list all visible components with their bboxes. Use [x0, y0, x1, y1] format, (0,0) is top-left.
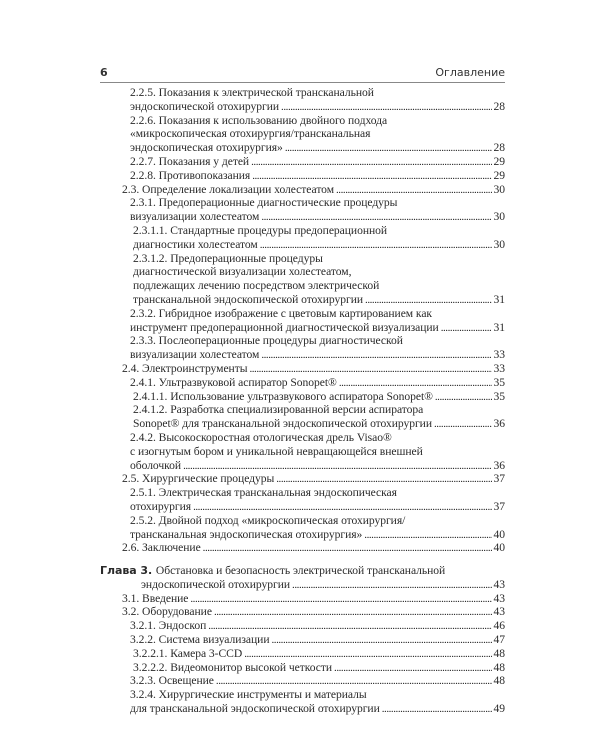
- toc-entry: [100, 334, 505, 362]
- toc-page-number: 40: [493, 527, 505, 541]
- toc-page-number: 37: [493, 472, 505, 486]
- dot-leader: [183, 459, 491, 473]
- toc-entry-title-line: 2.4.1.1. Использование ультразвукового аспиратора Sonopet®: [133, 389, 433, 403]
- toc-page-number: 29: [493, 154, 505, 168]
- section-title: Оглавление: [435, 66, 505, 79]
- toc-entry: [100, 169, 505, 183]
- table-of-contents: [100, 86, 505, 716]
- dot-leader: [251, 155, 491, 169]
- toc-page-number: 48: [493, 646, 505, 660]
- dot-leader: [249, 362, 491, 376]
- toc-entry: [100, 252, 505, 307]
- toc-page-number: 43: [493, 591, 505, 605]
- dot-leader: [216, 674, 492, 688]
- toc-entry-title-line: эндоскопическая отохирургия»: [130, 141, 283, 155]
- dot-leader: [261, 210, 491, 224]
- toc-page-number: 35: [493, 389, 505, 403]
- toc-entry-title-line: 3.2.4. Хирургические инструменты и материалы: [130, 688, 367, 702]
- toc-entry-title-line: 2.2.8. Противопоказания: [130, 168, 251, 182]
- toc-entry-title-line: 3.2. Оборудование: [122, 605, 212, 619]
- toc-entry: [100, 155, 505, 169]
- toc-entry: [100, 307, 505, 335]
- toc-entry-title-line: 3.2.2. Система визуализации: [130, 633, 270, 647]
- toc-page-number: 33: [493, 348, 505, 362]
- dot-leader: [193, 500, 491, 514]
- toc-entry-title-line: диагностической визуализации холестеатом,: [133, 265, 352, 279]
- dot-leader: [261, 348, 491, 362]
- toc-entry: [100, 472, 505, 486]
- toc-page-number: 43: [493, 577, 505, 591]
- toc-entry: [100, 403, 505, 431]
- running-header: [100, 64, 505, 82]
- toc-entry-title-line: 2.4. Электроинструменты: [122, 361, 248, 375]
- dot-leader: [435, 390, 492, 404]
- toc-page-number: 31: [493, 320, 505, 334]
- toc-page-number: 28: [493, 99, 505, 113]
- toc-entry: [100, 431, 505, 472]
- dot-leader: [339, 376, 492, 390]
- toc-entry: [100, 688, 505, 716]
- toc-entry-title-line: 2.3.1. Предоперационные диагностические процедуры: [130, 196, 398, 210]
- toc-page-number: 49: [493, 702, 505, 716]
- dot-leader: [203, 541, 492, 555]
- toc-entry: [100, 633, 505, 647]
- toc-entry-title-line: эндоскопической отохирургии: [130, 99, 280, 113]
- toc-entry-title-line: трансканальной эндоскопической отохирургии: [133, 292, 364, 306]
- toc-entry-title-line: Sonopet® для трансканальной эндоскопической отохирургии: [133, 417, 432, 431]
- toc-entry-title-line: инструмент предоперационной диагностической визуализации: [130, 320, 439, 334]
- toc-entry-title-line: 3.2.3. Освещение: [130, 674, 214, 688]
- toc-entry-title-line: 2.3.1.2. Предоперационные процедуры: [133, 251, 323, 265]
- toc-entry-title-line: трансканальная эндоскопическая отохирургия»: [130, 527, 363, 541]
- toc-entry: [100, 183, 505, 197]
- toc-page-number: 46: [493, 619, 505, 633]
- toc-entry: [100, 224, 505, 252]
- toc-entry: [100, 605, 505, 619]
- toc-page-number: 29: [493, 168, 505, 182]
- toc-page-number: 48: [493, 674, 505, 688]
- toc-entry-title-line: Обстановка и безопасность электрической трансканальной: [155, 564, 446, 578]
- dot-leader: [190, 592, 491, 606]
- toc-page-number: 37: [493, 499, 505, 513]
- toc-entry-title-line: 3.2.1. Эндоскоп: [130, 619, 207, 633]
- toc-entry-title-line: 2.5. Хирургические процедуры: [122, 472, 275, 486]
- dot-leader: [276, 472, 491, 486]
- dot-leader: [382, 702, 492, 716]
- toc-page-number: 28: [493, 141, 505, 155]
- toc-entry-title-line: отохирургия: [130, 499, 192, 513]
- dot-leader: [281, 100, 491, 114]
- dot-leader: [292, 578, 491, 592]
- toc-entry-title-line: оболочкой: [130, 458, 182, 472]
- toc-entry-title-line: визуализации холестеатом: [130, 348, 260, 362]
- toc-entry-title-line: 2.2.6. Показания к использованию двойного подхода: [130, 113, 388, 127]
- toc-entry: [100, 486, 505, 514]
- toc-entry-title-line: 2.2.5. Показания к электрической трансканальной: [130, 86, 374, 99]
- page-number: 6: [100, 66, 108, 79]
- dot-leader: [364, 528, 491, 542]
- dot-leader: [244, 647, 491, 661]
- toc-entry-title-line: с изогнутым бором и уникальной невращающейся внешней: [130, 444, 423, 458]
- toc-entry: [100, 390, 505, 404]
- dot-leader: [285, 141, 492, 155]
- toc-entry: [100, 196, 505, 224]
- toc-entry-title-line: 2.3.3. Послеоперационные процедуры диагностической: [130, 334, 403, 348]
- toc-page-number: 36: [493, 417, 505, 431]
- toc-entry-title-line: для трансканальной эндоскопической отохирургии: [130, 702, 380, 716]
- dot-leader: [336, 183, 492, 197]
- dot-leader: [434, 417, 492, 431]
- toc-entry-title-line: «микроскопическая отохирургия/трансканальная: [130, 127, 371, 141]
- toc-entry: [100, 661, 505, 675]
- toc-entry: [100, 376, 505, 390]
- toc-page-number: 48: [493, 660, 505, 674]
- toc-entry-title-line: 2.4.1. Ультразвуковой аспиратор Sonopet®: [130, 375, 337, 389]
- toc-entry-title-line: 2.3.1.1. Стандартные процедуры предоперационной: [133, 223, 388, 237]
- toc-entry-title-line: 2.5.2. Двойной подход «микроскопическая отохирургия/: [130, 513, 406, 527]
- toc-entry-title-line: визуализации холестеатом: [130, 210, 260, 224]
- toc-page-number: 31: [493, 292, 505, 306]
- toc-entry-title-line: 2.6. Заключение: [122, 541, 201, 555]
- toc-entry: [100, 514, 505, 542]
- toc-entry: [100, 362, 505, 376]
- toc-page-number: 30: [493, 210, 505, 224]
- toc-entry-title-line: 3.2.2.1. Камера 3-CCD: [133, 646, 243, 660]
- toc-entry: [100, 619, 505, 633]
- toc-entry: [100, 647, 505, 661]
- dot-leader: [214, 605, 492, 619]
- dot-leader: [334, 661, 491, 675]
- toc-page-number: 40: [493, 541, 505, 555]
- dot-leader: [252, 169, 491, 183]
- dot-leader: [365, 293, 491, 307]
- toc-entry: [100, 541, 505, 555]
- toc-entry: [100, 86, 505, 114]
- toc-entry-title-line: 2.3.2. Гибридное изображение с цветовым картированием как: [130, 306, 433, 320]
- toc-entry-title-line: 2.5.1. Электрическая трансканальная эндоскопическая: [130, 486, 397, 500]
- header-rule: [100, 82, 505, 83]
- toc-chapter-entry: [100, 564, 505, 592]
- toc-page-number: 36: [493, 458, 505, 472]
- toc-entry-title-line: подлежащих лечению посредством электрической: [133, 279, 380, 293]
- toc-page-number: 30: [493, 182, 505, 196]
- toc-entry-title-line: 2.4.2. Высокоскоростная отологическая дрель Visao®: [130, 430, 392, 444]
- dot-leader: [208, 619, 491, 633]
- dot-leader: [441, 321, 492, 335]
- toc-page-number: 33: [493, 361, 505, 375]
- toc-page-number: 30: [493, 237, 505, 251]
- toc-entry-title-line: 2.2.7. Показания у детей: [130, 154, 250, 168]
- toc-entry-title-line: 3.1. Введение: [122, 591, 189, 605]
- toc-page-number: 43: [493, 605, 505, 619]
- toc-entry-title-line: 2.3. Определение локализации холестеатом: [122, 182, 334, 196]
- toc-entry-title-line: 2.4.1.2. Разработка специализированной версии аспиратора: [133, 403, 424, 417]
- toc-entry-title-line: диагностики холестеатом: [133, 237, 258, 251]
- toc-entry: [100, 592, 505, 606]
- chapter-label: Глава 3.: [100, 564, 156, 578]
- toc-page-number: 47: [493, 633, 505, 647]
- dot-leader: [271, 633, 491, 647]
- toc-page-number: 35: [493, 375, 505, 389]
- toc-entry: [100, 674, 505, 688]
- toc-entry: [100, 114, 505, 155]
- dot-leader: [260, 238, 492, 252]
- toc-entry-title-line: эндоскопической отохирургии: [141, 577, 291, 591]
- toc-entry-title-line: 3.2.2.2. Видеомонитор высокой четкости: [133, 660, 333, 674]
